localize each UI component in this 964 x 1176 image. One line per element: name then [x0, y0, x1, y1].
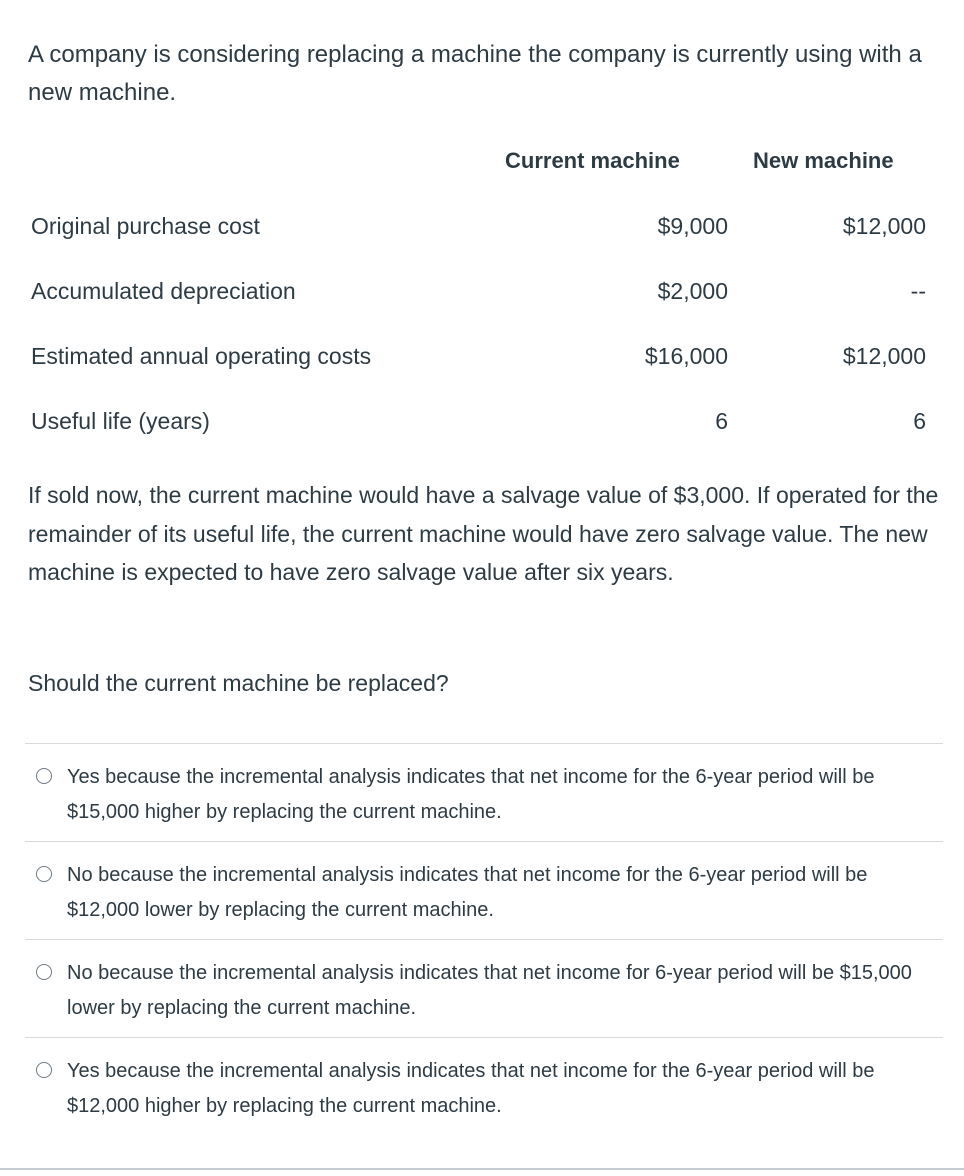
- row-label: Original purchase cost: [31, 213, 260, 239]
- radio-button[interactable]: [36, 866, 52, 882]
- cell-new: 6: [913, 408, 926, 434]
- cell-current: $2,000: [657, 278, 728, 304]
- question-prompt: Should the current machine be replaced?: [28, 670, 449, 696]
- answer-label[interactable]: No because the incremental analysis indicates that net income for 6-year period will be $15,000 lower by replacing the current machine.: [67, 962, 912, 1019]
- table-row: [0, 213, 964, 253]
- row-label: Estimated annual operating costs: [31, 343, 372, 369]
- cell-current: $9,000: [657, 213, 728, 239]
- answer-option[interactable]: [25, 1037, 943, 1135]
- row-label: Useful life (years): [31, 408, 210, 434]
- answer-option[interactable]: [25, 939, 943, 1037]
- answer-option[interactable]: [25, 743, 943, 841]
- cell-new: --: [910, 278, 926, 304]
- cell-new: $12,000: [842, 343, 926, 369]
- table-row: [0, 408, 964, 448]
- cell-current: 6: [715, 408, 728, 434]
- column-header-new: New machine: [753, 148, 894, 173]
- bottom-divider: [0, 1168, 964, 1170]
- answer-option[interactable]: [25, 841, 943, 939]
- radio-button[interactable]: [36, 1062, 52, 1078]
- table-row: [0, 343, 964, 383]
- radio-button[interactable]: [36, 964, 52, 980]
- answer-label[interactable]: No because the incremental analysis indicates that net income for the 6-year period will be $12,000 lower by replacing the current machine.: [67, 864, 868, 921]
- question-intro: A company is considering replacing a machine the company is currently using with a new machine.: [28, 41, 922, 106]
- cell-new: $12,000: [842, 213, 926, 239]
- salvage-paragraph: If sold now, the current machine would have a salvage value of $3,000. If operated for the remainder of its useful life, the current machine would have zero salvage value. The new machine is expected to have zero salvage value after six years.: [28, 482, 939, 585]
- row-label: Accumulated depreciation: [31, 278, 296, 304]
- answer-label[interactable]: Yes because the incremental analysis indicates that net income for the 6-year period will be $12,000 higher by replacing the current machine.: [67, 1060, 875, 1117]
- cell-current: $16,000: [644, 343, 728, 369]
- answer-options: [25, 743, 943, 1135]
- table-row: [0, 278, 964, 318]
- answer-label[interactable]: Yes because the incremental analysis indicates that net income for the 6-year period will be $15,000 higher by replacing the current machine.: [67, 766, 875, 823]
- radio-button[interactable]: [36, 768, 52, 784]
- column-header-current: Current machine: [505, 148, 680, 173]
